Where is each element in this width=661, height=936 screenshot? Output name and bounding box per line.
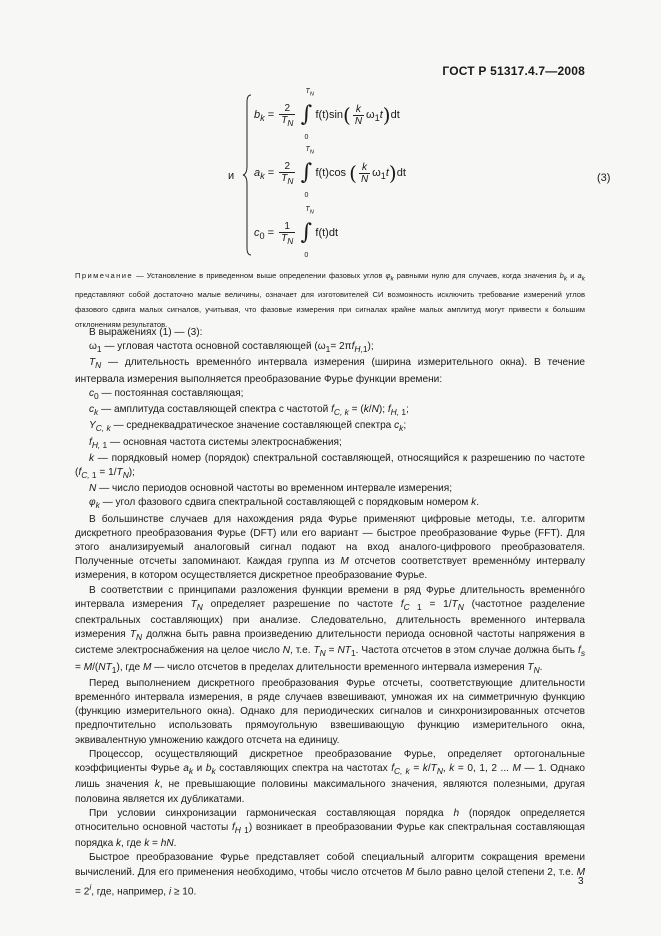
note-label: Примечание: [75, 271, 133, 280]
formula-line-bk: $b_k$ = $\frac{2}{T_N}$ ∫ $T_N$ 0 f(t)sin( $\frac{k}{N}$ $\omega_1t)dt$: [254, 88, 400, 141]
formula-3: [228, 90, 628, 266]
def-n: N — число периодов основной частоты во временном интервале измерения;: [89, 483, 453, 495]
def-ck: $c_k$ — амплитуда составляющей спектра с частотой $f_{C, k} = (k/N)$; $f_{H,}$ $_1$;: [89, 404, 409, 418]
def-k: k — порядковый номер (порядок) спектральной составляющей, относящийся к разрешению по частоте ($f_{C,}$ $_1 = 1/T_N$);: [75, 452, 585, 480]
paragraph-dft: В большинстве случаев для нахождения ряда Фурье применяют цифровые методы, т.е. алгоритм дискретного преобразования Фурье (DFT) или его вариант — быстрое преобразование Фурье (FFT). Для этого анализируемый аналоговый сигнал подают на вход аналого-цифрового преобразователя. Полученные отсчеты запоминают. Каждая группа из M отсчетов соответствует временнóму интервалу измерения, в котором осуществляется дискретное преобразование Фурье.: [75, 513, 585, 582]
paragraph-sync: При условии синхронизации гармоническая составляющая порядка h (порядок определяется относительно основной частоты $f_H$ $_1$) возникает в преобразовании Фурье как спектральная составляющая порядка k, где k = hN.: [75, 807, 585, 850]
curly-brace-icon: [242, 94, 252, 256]
paragraph-fft: Быстрое преобразование Фурье представляет собой специальный алгоритм сокращения времени вычислений. Для его применения необходимо, чтобы число отсчетов M было равно целой степени 2, т.е. $M = 2^i$, где, например, i ≥ 10.: [75, 852, 585, 898]
def-tn: $T_N$ — длительность временнóго интервала измерения (ширина измерительного окна). В течение интервала измерения выполняется преобразование Фурье функции времени:: [75, 357, 585, 385]
def-c0: $c_0$ — постоянная составляющая;: [89, 387, 244, 401]
def-fh1: $f_{H,}$ $_1$ — основная частота системы электроснабжения;: [89, 436, 342, 450]
formula-line-ak: $a_k$ = $\frac{2}{T_N}$ ∫ $T_N$ 0 f(t)cos ( $\frac{k}{N}$ $\omega_1t)dt$: [254, 146, 406, 199]
page-number: 3: [578, 876, 584, 887]
paragraph-processor: Процессор, осуществляющий дискретное преобразование Фурье, определяет ортогональные коэффициенты Фурье $a_k$ и $b_k$ составляющих спектра на частотах $f_{C, k} = k/T_N$, k = 0, 1, 2 ... M — 1. Однако лишь значения k, не превышающие половины максимального значения, являются полезными, другая половина является их дубликатами.: [75, 748, 586, 805]
formula-line-c0: $c_0$ = $\frac{1}{T_N}$ ∫ $T_N$ 0 f(t)dt: [254, 206, 339, 259]
def-phik: $\varphi_k$ — угол фазового сдвига спектральной составляющей с порядковым номером k.: [89, 497, 479, 511]
body-text: [75, 326, 585, 899]
intro-line: В выражениях (1) — (3):: [89, 327, 203, 338]
formula-conjunction: и: [228, 170, 235, 182]
document-header: ГОСТ Р 51317.4.7—2008: [442, 64, 585, 78]
formula-number: (3): [597, 172, 611, 184]
paragraph-window: Перед выполнением дискретного преобразования Фурье отсчеты, соответствующие длительности временнóго интервала измерения, в ряде случаев взвешивают, умножая их на симметричную функцию (функцию измерительного окна). Однако для периодических сигналов и синхронизированных отсчетов предпочтительно использовать прямоугольную взвешивающую функцию измерительного окна, эквивалентную умножению каждого отсчета на единицу.: [75, 677, 585, 746]
note-paragraph: Примечание — Установление в приведенном выше определении фазовых углов $\varphi_k$ равными нулю для случаев, когда значения $b_k$ и $a_k$ представляют собой достаточно малые величины, означает для изготовителей СИ возможность исключить требование измерений углов фазового сдвига малых сигналов, учитывая, что фазовые измерения при сигналах крайне малых амплитуд могут привести к большим отклонениям результатов.: [75, 271, 585, 329]
paragraph-resolution: В соответствии с принципами разложения функции времени в ряд Фурье длительность временнóго интервала измерения $T_N$ определяет разрешение по частоте $f_C$ $_1 = 1/T_N$ (частотное разделение спектральных составляющих) при анализе. Следовательно, длительность временного интервала измерения $T_N$ должна быть равна произведению длительности периода основной частоты напряжения в системе электроснабжения на целое число N, т.е. $T_N = NT_1$. Частота отсчетов в этом случае должна быть $f_s = M/(NT_1)$, где M — число отсчетов в пределах длительности временного интервала измерения $T_N$.: [75, 584, 586, 675]
def-omega: $\omega_1$ — угловая частота основной составляющей $(\omega_1= 2\pi f_{H,1})$;: [89, 341, 374, 355]
def-yck: $Y_{C, k}$ — среднеквадратическое значение составляющей спектра $c_k$;: [89, 420, 407, 434]
